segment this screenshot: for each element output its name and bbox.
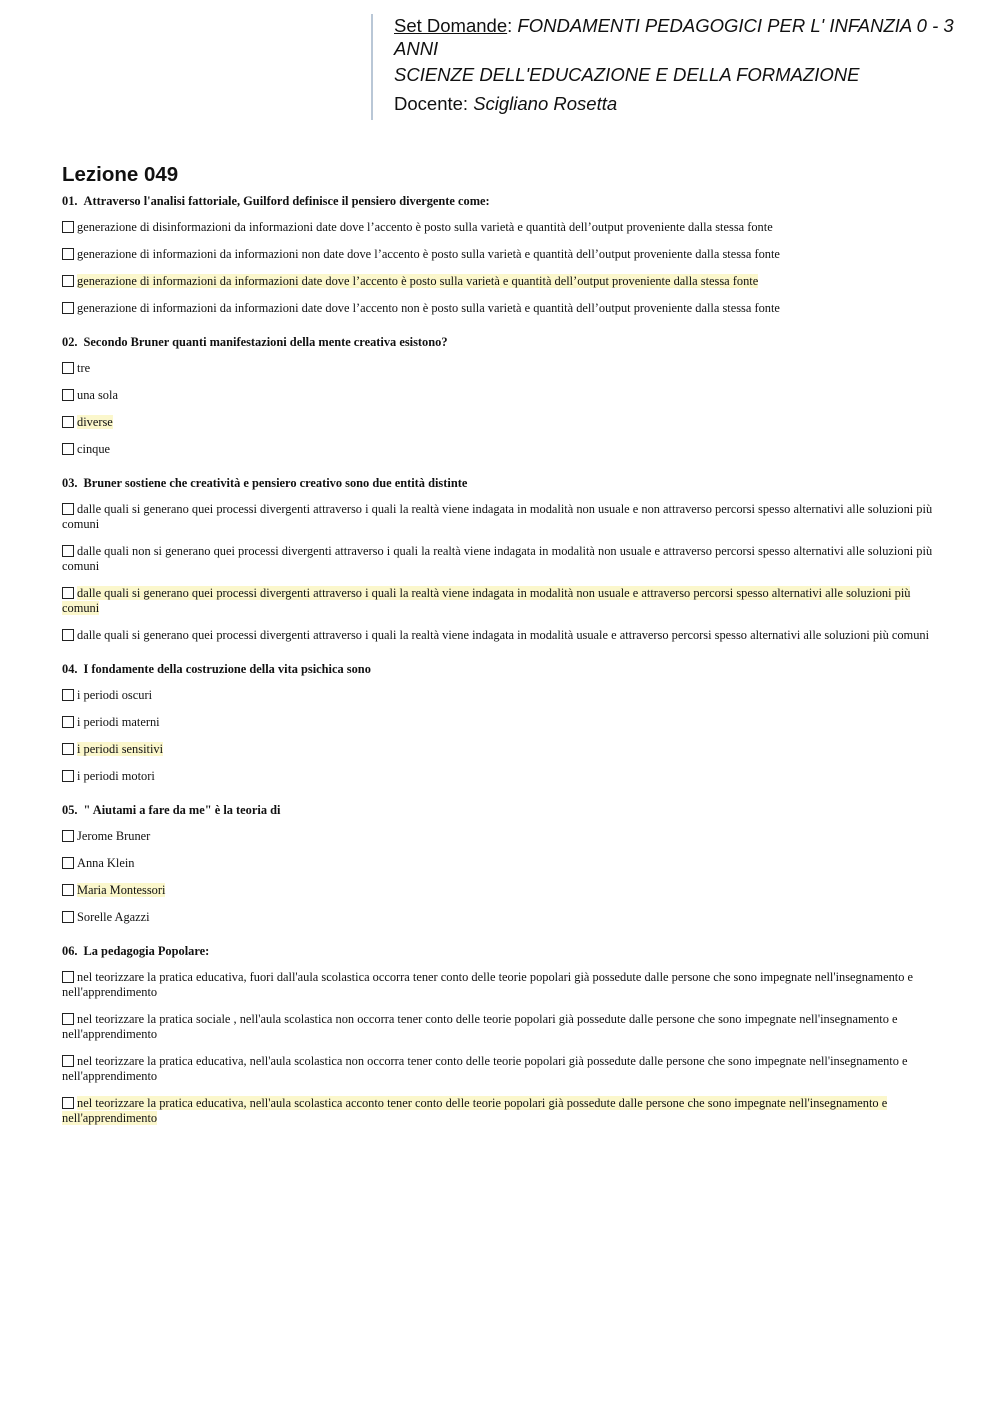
answer-text: tre — [77, 361, 91, 375]
answer-option — [62, 628, 942, 643]
course-title: FONDAMENTI PEDAGOGICI PER L' INFANZIA 0 - 3 — [517, 15, 954, 36]
answer-text: generazione di disinformazioni da informazioni date dove l’accento è posto sulla varietà e quantità dell’output proveniente dalla stessa fonte — [77, 220, 773, 234]
answer-checkbox[interactable] — [62, 362, 74, 374]
answer-text-highlighted: i periodi sensitivi — [77, 742, 164, 756]
answer-text: Sorelle Agazzi — [77, 910, 150, 924]
teacher-line — [394, 92, 617, 116]
course-title-line — [394, 14, 954, 38]
answer-checkbox[interactable] — [62, 884, 74, 896]
answer-option — [62, 502, 942, 532]
answer-checkbox[interactable] — [62, 221, 74, 233]
question-1 — [62, 194, 942, 316]
answer-text: generazione di informazioni da informazioni date dove l’accento non è posto sulla varietà e quantità dell’output proveniente dalla stessa fonte — [77, 301, 780, 315]
answer-text: cinque — [77, 442, 111, 456]
answer-text: nel teorizzare la pratica sociale , nell'aula scolastica non occorra tener conto delle teorie popolari già possedute dalle persone che sono impegnate nell'insegnamento e nell'apprendimento — [62, 1012, 898, 1041]
question-text — [62, 476, 942, 491]
set-label: Set Domande — [394, 15, 508, 36]
answer-checkbox[interactable] — [62, 503, 74, 515]
question-number: 04. — [62, 662, 78, 676]
answer-checkbox[interactable] — [62, 770, 74, 782]
answer-text-highlighted: generazione di informazioni da informazioni date dove l’accento è posto sulla varietà e quantità dell’output proveniente dalla stessa fonte — [77, 274, 759, 288]
answer-option — [62, 220, 942, 235]
answer-option — [62, 1012, 942, 1042]
question-label: I fondamente della costruzione della vita psichica sono — [83, 662, 371, 676]
answer-checkbox[interactable] — [62, 689, 74, 701]
answer-text-highlighted: nel teorizzare la pratica educativa, nell'aula scolastica acconto tener conto delle teorie popolari già possedute dalle persone che sono impegnate nell'insegnamento e nell'apprendimento — [62, 1096, 888, 1125]
answer-checkbox[interactable] — [62, 857, 74, 869]
question-label: Secondo Bruner quanti manifestazioni della mente creativa esistono? — [83, 335, 448, 349]
answer-checkbox[interactable] — [62, 275, 74, 287]
answer-option — [62, 247, 942, 262]
answer-checkbox[interactable] — [62, 830, 74, 842]
answer-text: Anna Klein — [77, 856, 135, 870]
answer-checkbox[interactable] — [62, 971, 74, 983]
question-text — [62, 944, 942, 959]
answer-option — [62, 361, 942, 376]
answer-text: dalle quali non si generano quei processi divergenti attraverso i quali la realtà viene indagata in modalità non usuale e attraverso percorsi spesso alternativi alle soluzioni più comuni — [62, 544, 933, 573]
answer-checkbox[interactable] — [62, 629, 74, 641]
answer-checkbox[interactable] — [62, 716, 74, 728]
question-text — [62, 335, 942, 350]
answer-text: dalle quali si generano quei processi divergenti attraverso i quali la realtà viene indagata in modalità non usuale e non attraverso percorsi spesso alternativi alle soluzioni più comuni — [62, 502, 933, 531]
question-5 — [62, 803, 942, 925]
course-title-continuation: ANNI — [394, 38, 439, 59]
answer-text: una sola — [77, 388, 118, 402]
question-label: La pedagogia Popolare: — [83, 944, 210, 958]
question-number: 06. — [62, 944, 78, 958]
faculty-name: SCIENZE DELL'EDUCAZIONE E DELLA FORMAZIONE — [394, 64, 860, 85]
answer-option — [62, 586, 942, 616]
answer-checkbox[interactable] — [62, 1097, 74, 1109]
answer-text: i periodi oscuri — [77, 688, 153, 702]
answer-checkbox[interactable] — [62, 743, 74, 755]
answer-option — [62, 544, 942, 574]
answer-text: Jerome Bruner — [77, 829, 151, 843]
question-6 — [62, 944, 942, 1126]
answer-option — [62, 883, 942, 898]
answer-option — [62, 769, 942, 784]
teacher-name: Scigliano Rosetta — [473, 93, 618, 114]
answer-text: nel teorizzare la pratica educativa, fuori dall'aula scolastica occorra tener conto delle teorie popolari già possedute dalle persone che sono impegnate nell'insegnamento e nell'apprendimento — [62, 970, 913, 999]
answer-text: generazione di informazioni da informazioni non date dove l’accento è posto sulla varietà e quantità dell’output proveniente dalla stessa fonte — [77, 247, 780, 261]
answer-option — [62, 388, 942, 403]
answer-checkbox[interactable] — [62, 1055, 74, 1067]
answer-checkbox[interactable] — [62, 389, 74, 401]
answer-checkbox[interactable] — [62, 302, 74, 314]
answer-option — [62, 1054, 942, 1084]
answer-checkbox[interactable] — [62, 443, 74, 455]
answer-text-highlighted: diverse — [77, 415, 113, 429]
question-number: 05. — [62, 803, 78, 817]
question-text — [62, 662, 942, 677]
question-list — [62, 194, 942, 1145]
answer-text-highlighted: Maria Montessori — [77, 883, 166, 897]
question-label: Bruner sostiene che creatività e pensiero creativo sono due entità distinte — [83, 476, 468, 490]
answer-option — [62, 742, 942, 757]
answer-checkbox[interactable] — [62, 545, 74, 557]
answer-option — [62, 715, 942, 730]
answer-option — [62, 1096, 942, 1126]
document-header — [371, 14, 976, 120]
answer-option — [62, 856, 942, 871]
question-number: 03. — [62, 476, 78, 490]
question-2 — [62, 335, 942, 457]
answer-checkbox[interactable] — [62, 248, 74, 260]
answer-checkbox[interactable] — [62, 587, 74, 599]
answer-option — [62, 829, 942, 844]
set-colon: : — [507, 15, 518, 36]
answer-option — [62, 442, 942, 457]
answer-option — [62, 301, 942, 316]
answer-option — [62, 910, 942, 925]
answer-text: nel teorizzare la pratica educativa, nell'aula scolastica non occorra tener conto delle teorie popolari già possedute dalle persone che sono impegnate nell'insegnamento e nell'apprendimento — [62, 1054, 908, 1083]
question-3 — [62, 476, 942, 643]
answer-option — [62, 274, 942, 289]
question-label: " Aiutami a fare da me" è la teoria di — [83, 803, 281, 817]
question-text — [62, 194, 942, 209]
answer-text: i periodi motori — [77, 769, 155, 783]
answer-text: dalle quali si generano quei processi divergenti attraverso i quali la realtà viene indagata in modalità usuale e attraverso percorsi spesso alternativi alle soluzioni più comuni — [77, 628, 930, 642]
question-label: Attraverso l'analisi fattoriale, Guilford definisce il pensiero divergente come: — [83, 194, 490, 208]
lesson-title: Lezione 049 — [62, 163, 179, 186]
answer-checkbox[interactable] — [62, 416, 74, 428]
teacher-label: Docente: — [394, 93, 474, 114]
question-number: 02. — [62, 335, 78, 349]
answer-checkbox[interactable] — [62, 911, 74, 923]
answer-option — [62, 970, 942, 1000]
answer-option — [62, 688, 942, 703]
answer-option — [62, 415, 942, 430]
answer-text-highlighted: dalle quali si generano quei processi divergenti attraverso i quali la realtà viene indagata in modalità non usuale e attraverso percorsi spesso alternativi alle soluzioni più comuni — [62, 586, 911, 615]
question-text — [62, 803, 942, 818]
answer-text: i periodi materni — [77, 715, 160, 729]
answer-checkbox[interactable] — [62, 1013, 74, 1025]
question-4 — [62, 662, 942, 784]
question-number: 01. — [62, 194, 78, 208]
